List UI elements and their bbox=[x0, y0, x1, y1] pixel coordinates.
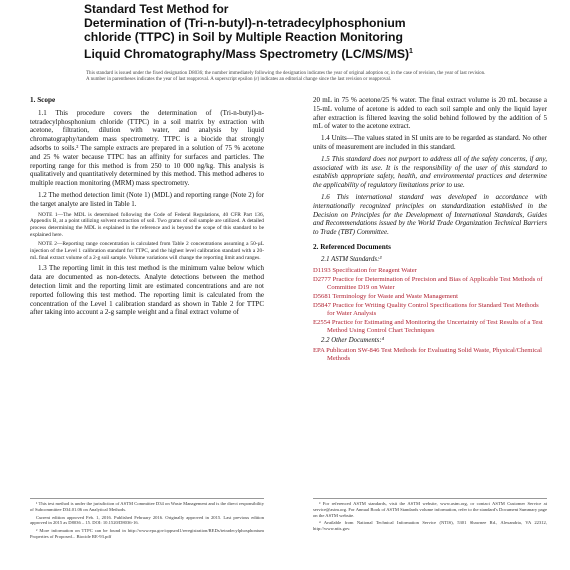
title-line: chloride (TTPC) in Soil by Multiple Reaction Monitoring bbox=[84, 30, 403, 45]
reference-code-link[interactable]: EPA Publication SW-846 bbox=[313, 347, 380, 355]
title-footnote-marker: 1 bbox=[409, 47, 413, 55]
paragraph-1-1: 1.1 This procedure covers the determination of (Tri-n-butyl)-n-tetradecylphosphonium chloride (TTPC) in a soil matrix by extraction with acetone, filtration, dilution with water, and analysis by liquid chromatography/tandem mass spectrometry. TTPC is a biocide that strongly adsorbs to soils.² The sample extracts are prepared in a solution of 75 % acetone and 25 % water because TTPC has an affinity for surfaces and particles. The reporting range for this method is from 250 to 10 000 ng/kg. This analysis is qualitatively and quantitatively determined by this method. This method adheres to multiple reaction monitoring (MRM) mass spectrometry. bbox=[30, 108, 264, 188]
footnote: ³ For referenced ASTM standards, visit the ASTM website, www.astm.org, or contact ASTM Customer Service at service@astm.org. For Annual Book of ASTM Standards volume information, refer to the standard's Document Summary page on the ASTM website. bbox=[313, 501, 547, 518]
note-1: NOTE 1—The MDL is determined following the Code of Federal Regulations, 40 CFR Part 136, Appendix B, at a point utilizing solvent extraction of soil. Two grams of soil sample are utilized. A detailed process determining the MDL is explained in the reference and is beyond the scope of this standard to be explained here. bbox=[30, 211, 264, 238]
reference-title-link[interactable]: Specification for Reagent Water bbox=[332, 266, 417, 274]
reference-title-link[interactable]: Terminology for Waste and Waste Management bbox=[332, 292, 458, 300]
reference-item[interactable] bbox=[313, 319, 547, 335]
designation-notice: This standard is issued under the fixed designation D8036; the number immediately following the designation indicates the year of original adoption or, in the case of revision, the year of last revision. A number in parentheses indicates the year of last reapproval. A superscript epsilon (ε) indicates an editorial change since the last revision or reapproval. bbox=[86, 71, 486, 83]
reference-item[interactable] bbox=[313, 302, 547, 318]
reference-item[interactable] bbox=[313, 293, 547, 301]
reference-code-link[interactable]: D5847 bbox=[313, 301, 331, 309]
paragraph-1-5: 1.5 This standard does not purport to address all of the safety concerns, if any, associated with its use. It is the responsibility of the user of this standard to establish appropriate safety, health, and environmental practices and determine the applicability of regulatory limitations prior to use. bbox=[313, 154, 547, 190]
paragraph-1-2: 1.2 The method detection limit (Note 1) (MDL) and reporting range (Note 2) for the target analyte are listed in Table 1. bbox=[30, 190, 264, 208]
note-2: NOTE 2—Reporting range concentration is calculated from Table 2 concentrations assuming a 50-µL injection of the Level 1 calibration standard for TTPC, and the highest level calibration standard with a 20-mL final extract volume of a 2-g soil sample. Volume variations will change the reporting limit and ranges. bbox=[30, 241, 264, 261]
reference-title-link[interactable]: Practice for Determination of Precision and Bias of Applicable Test Methods of Committee D19 on Water bbox=[327, 275, 543, 291]
footnote: ² More information on TTPC can be found in http://www.epa.gov/oppsrrd1/reregistration/REDs/tetradecylphosphonium Properties of Proposed... Biocide RE-93.pdf bbox=[30, 528, 264, 539]
footnotes-right bbox=[313, 498, 547, 534]
footnote: ¹ This test method is under the jurisdiction of ASTM Committee D34 on Waste Management and is the direct responsibility of Subcommittee D34.01.06 on Analytical Methods. bbox=[30, 501, 264, 512]
reference-code-link[interactable]: E2554 bbox=[313, 318, 331, 326]
reference-item[interactable] bbox=[313, 276, 547, 292]
title-line: Standard Test Method for bbox=[84, 2, 229, 16]
footnotes-left bbox=[30, 498, 264, 542]
footnote: ⁴ Available from National Technical Information Service (NTIS), 5301 Shawnee Rd., Alexandria, VA 22312, http://www.ntis.gov. bbox=[313, 520, 547, 532]
reference-code-link[interactable]: D2777 bbox=[313, 275, 331, 283]
reference-code-link[interactable]: D1193 bbox=[313, 266, 331, 274]
right-column bbox=[313, 96, 547, 364]
left-column bbox=[30, 96, 264, 320]
reference-item[interactable] bbox=[313, 347, 547, 363]
section-heading-scope: 1. Scope bbox=[30, 96, 56, 104]
other-reference-list bbox=[313, 347, 547, 363]
paragraph-1-3: 1.3 The reporting limit in this test method is the minimum value below which data are documented as non-detects. Analyte detections between the method detection limit and the reporting limit are estimated concentrations and are not reported following this test method. The reporting limit is calculated from the concentration of the Level 1 calibration standard as shown in Table 2 for TTPC after taking into account a 2-g sample weight and a final extract volume of bbox=[30, 264, 264, 317]
reference-code-link[interactable]: D5681 bbox=[313, 292, 331, 300]
title-line-text: Liquid Chromatography/Mass Spectrometry (LC/MS/MS) bbox=[84, 46, 410, 61]
document-title bbox=[84, 2, 504, 61]
reference-title-link[interactable]: Test Methods for Evaluating Solid Waste, Physical/Chemical Methods bbox=[327, 347, 542, 363]
astm-standards-label: 2.1 ASTM Standards:³ bbox=[321, 255, 382, 263]
paragraph-1-3-continued: 20 mL in 75 % acetone/25 % water. The final extract volume is 20 mL because a 15-mL volume of acetone is added to each soil sample and only the liquid layer after extraction is filtered leaving the solid behind followed by the addition of 5 mL of water to the acetone extract. bbox=[313, 96, 547, 131]
paragraph-1-6: 1.6 This international standard was developed in accordance with internationally recognized principles on standardization established in the Decision on Principles for the Development of International Standards, Guides and Recommendations issued by the World Trade Organization Technical Barriers to Trade (TBT) Committee. bbox=[313, 192, 547, 237]
footnote: Current edition approved Feb. 1, 2016. Published February 2016. Originally approved in 2015. Last previous edition approved in 2015 as D8036 – 15. DOI: 10.1520/D8036-16. bbox=[30, 514, 264, 526]
reference-title-link[interactable]: Practice for Estimating and Monitoring the Uncertainty of Test Results of a Test Method Using Control Chart Techniques bbox=[327, 318, 543, 334]
paragraph-1-4: 1.4 Units—The values stated in SI units are to be regarded as standard. No other units of measurement are included in this standard. bbox=[313, 134, 547, 151]
title-line bbox=[84, 45, 504, 61]
reference-item[interactable] bbox=[313, 267, 547, 275]
other-documents-label: 2.2 Other Documents:⁴ bbox=[321, 336, 384, 344]
section-heading-referenced-documents: 2. Referenced Documents bbox=[313, 242, 391, 251]
title-line: Determination of (Tri-n-butyl)-n-tetradecylphosphonium bbox=[84, 16, 406, 30]
astm-reference-list bbox=[313, 267, 547, 335]
reference-title-link[interactable]: Practice for Writing Quality Control Specifications for Standard Test Methods for Water Analysis bbox=[327, 301, 539, 317]
